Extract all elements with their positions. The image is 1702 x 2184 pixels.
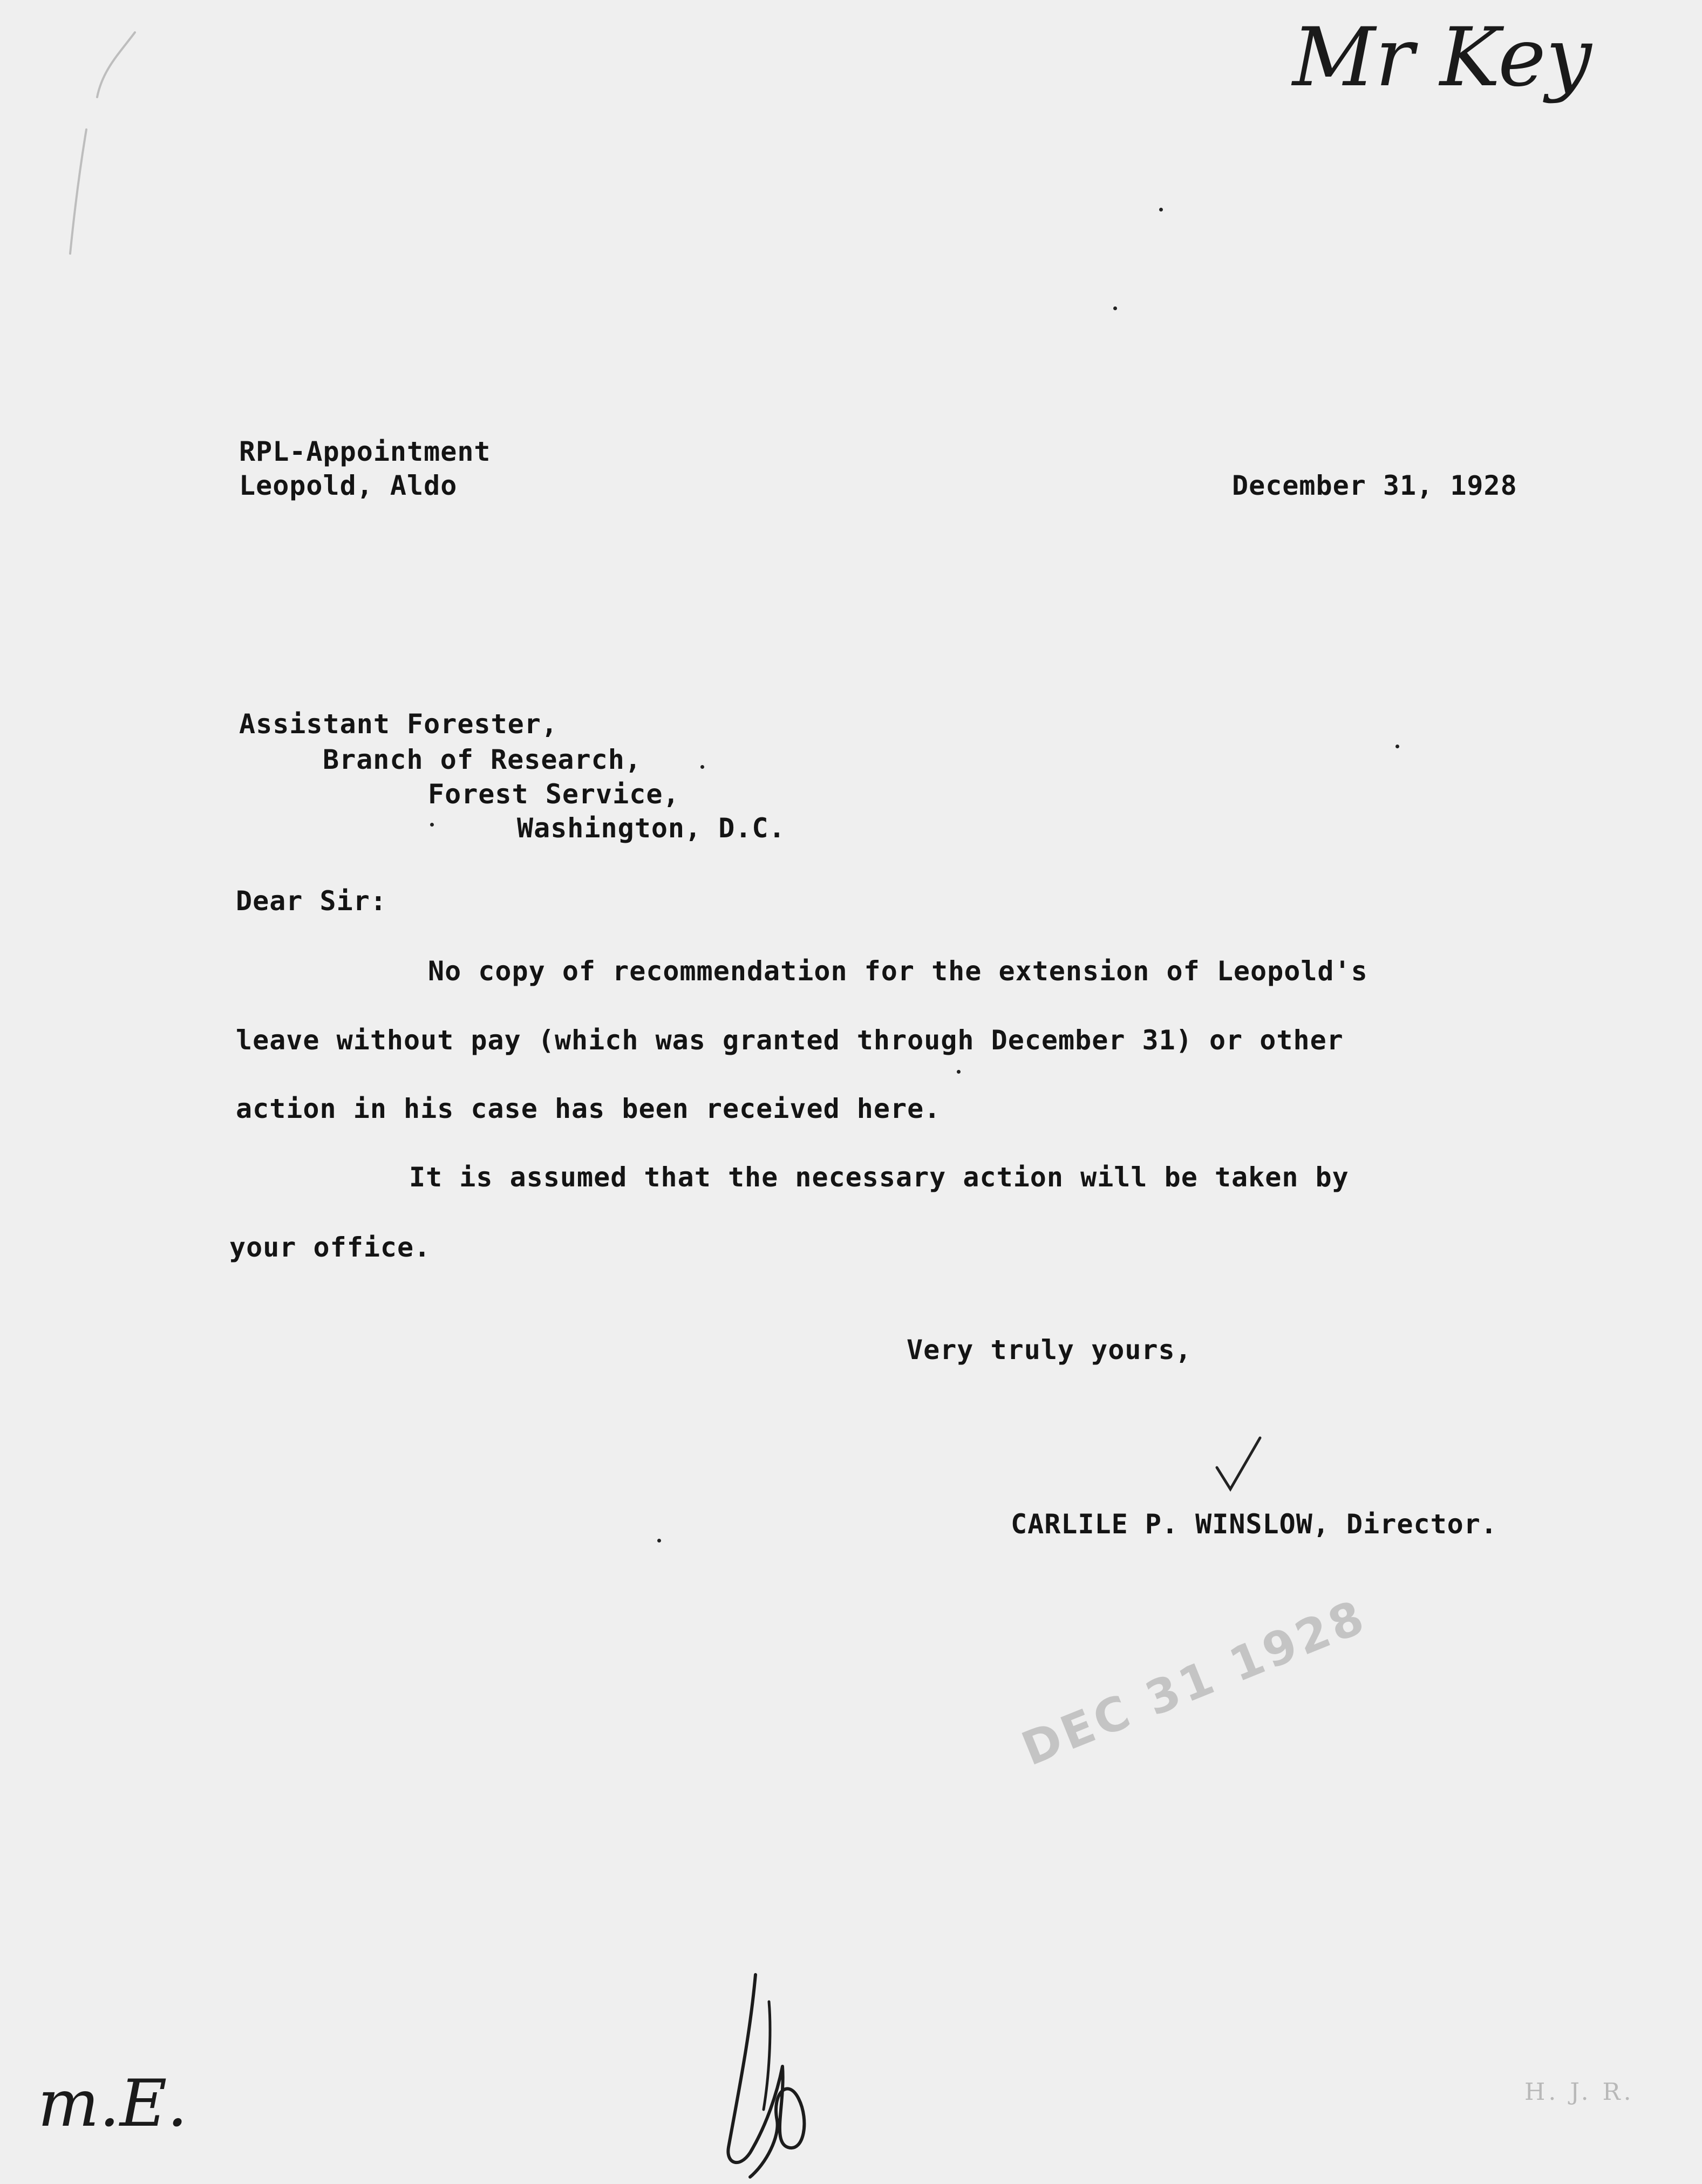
address-line-3: Forest Service, (428, 779, 680, 810)
scribbled-signature-icon (718, 1969, 815, 2180)
address-line-4: Washington, D.C. (517, 813, 786, 844)
closing: Very truly yours, (907, 1334, 1192, 1366)
received-date-stamp: DEC 31 1928 (1015, 1589, 1374, 1777)
body-paragraph-2-line-2: your office. (229, 1232, 431, 1263)
scan-speck (430, 823, 434, 827)
scan-speck (700, 765, 704, 769)
scan-speck (1113, 306, 1117, 310)
body-paragraph-1-line-1: No copy of recommendation for the extension of Leopold's (428, 956, 1368, 987)
scan-speck (1159, 208, 1163, 211)
scan-speck (1395, 745, 1399, 748)
body-paragraph-1-line-3: action in his case has been received here. (236, 1093, 941, 1124)
address-line-2: Branch of Research, (323, 744, 642, 775)
signature: CARLILE P. WINSLOW, Director. (1011, 1509, 1497, 1540)
reference-line-1: RPL-Appointment (239, 436, 491, 467)
body-paragraph-1-line-2: leave without pay (which was granted through December 31) or other (236, 1025, 1344, 1056)
salutation: Dear Sir: (236, 885, 387, 917)
handwritten-initials-bottom-left: m.E. (38, 2066, 188, 2141)
address-line-1: Assistant Forester, (239, 708, 558, 740)
check-mark-icon (1214, 1435, 1263, 1494)
margin-smudge (38, 22, 146, 264)
letter-date: December 31, 1928 (1232, 470, 1517, 501)
handwritten-note-top-right: Mr Key (1292, 11, 1592, 105)
typist-initials: H. J. R. (1524, 2078, 1635, 2106)
reference-line-2: Leopold, Aldo (239, 470, 458, 501)
body-paragraph-2-line-1: It is assumed that the necessary action will be taken by (409, 1162, 1349, 1193)
scan-speck (657, 1539, 661, 1543)
scan-speck (957, 1070, 961, 1074)
